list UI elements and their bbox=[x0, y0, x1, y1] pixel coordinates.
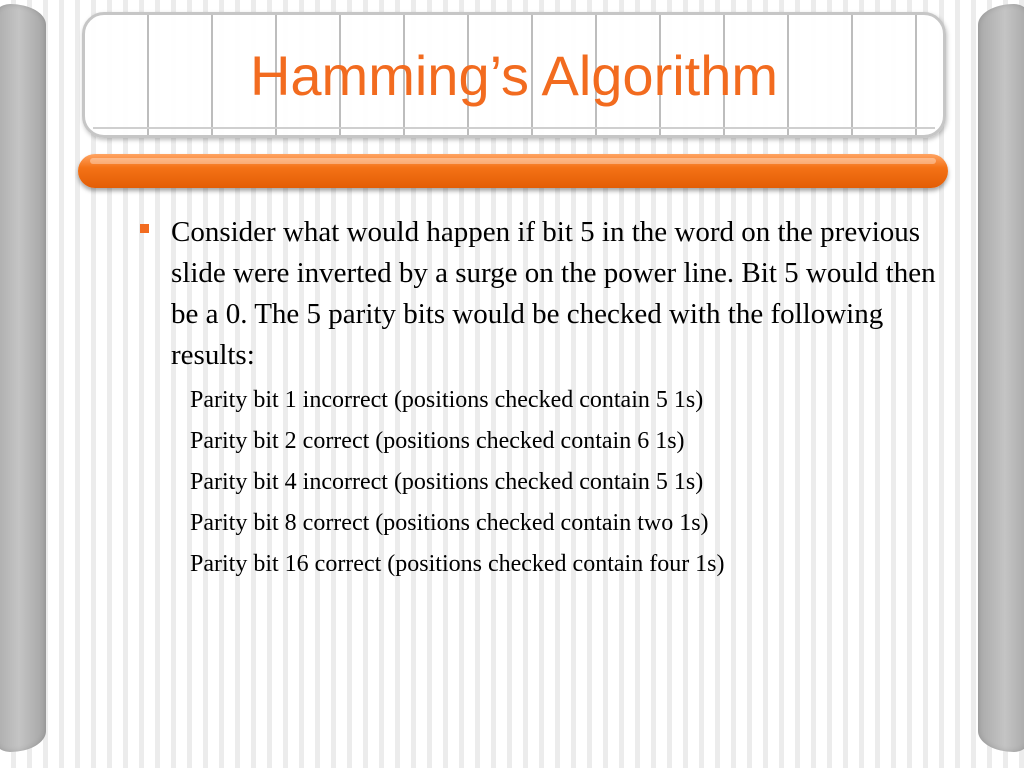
accent-bar bbox=[78, 154, 948, 188]
bullet-text: Consider what would happen if bit 5 in the word on the previous slide were inverted by a surge on the power line. Bit 5 would then be a 0. The 5 parity bits would be checked with the following results: bbox=[171, 216, 936, 371]
square-bullet-icon bbox=[140, 224, 149, 233]
list-item: Parity bit 2 correct (positions checked contain 6 1s) bbox=[190, 428, 685, 454]
list-item: Parity bit 16 correct (positions checked contain four 1s) bbox=[190, 551, 725, 577]
bullet-item bbox=[140, 212, 940, 376]
list-item: Parity bit 8 correct (positions checked contain two 1s) bbox=[190, 510, 709, 536]
left-decorative-bar bbox=[0, 4, 46, 752]
list-item: Parity bit 4 incorrect (positions checked contain 5 1s) bbox=[190, 469, 704, 495]
slide-body bbox=[140, 212, 940, 585]
right-decorative-bar bbox=[978, 4, 1024, 752]
parity-results-list bbox=[190, 380, 940, 585]
slide-title: Hamming’s Algorithm bbox=[249, 44, 779, 107]
list-item: Parity bit 1 incorrect (positions checked contain 5 1s) bbox=[190, 387, 704, 413]
